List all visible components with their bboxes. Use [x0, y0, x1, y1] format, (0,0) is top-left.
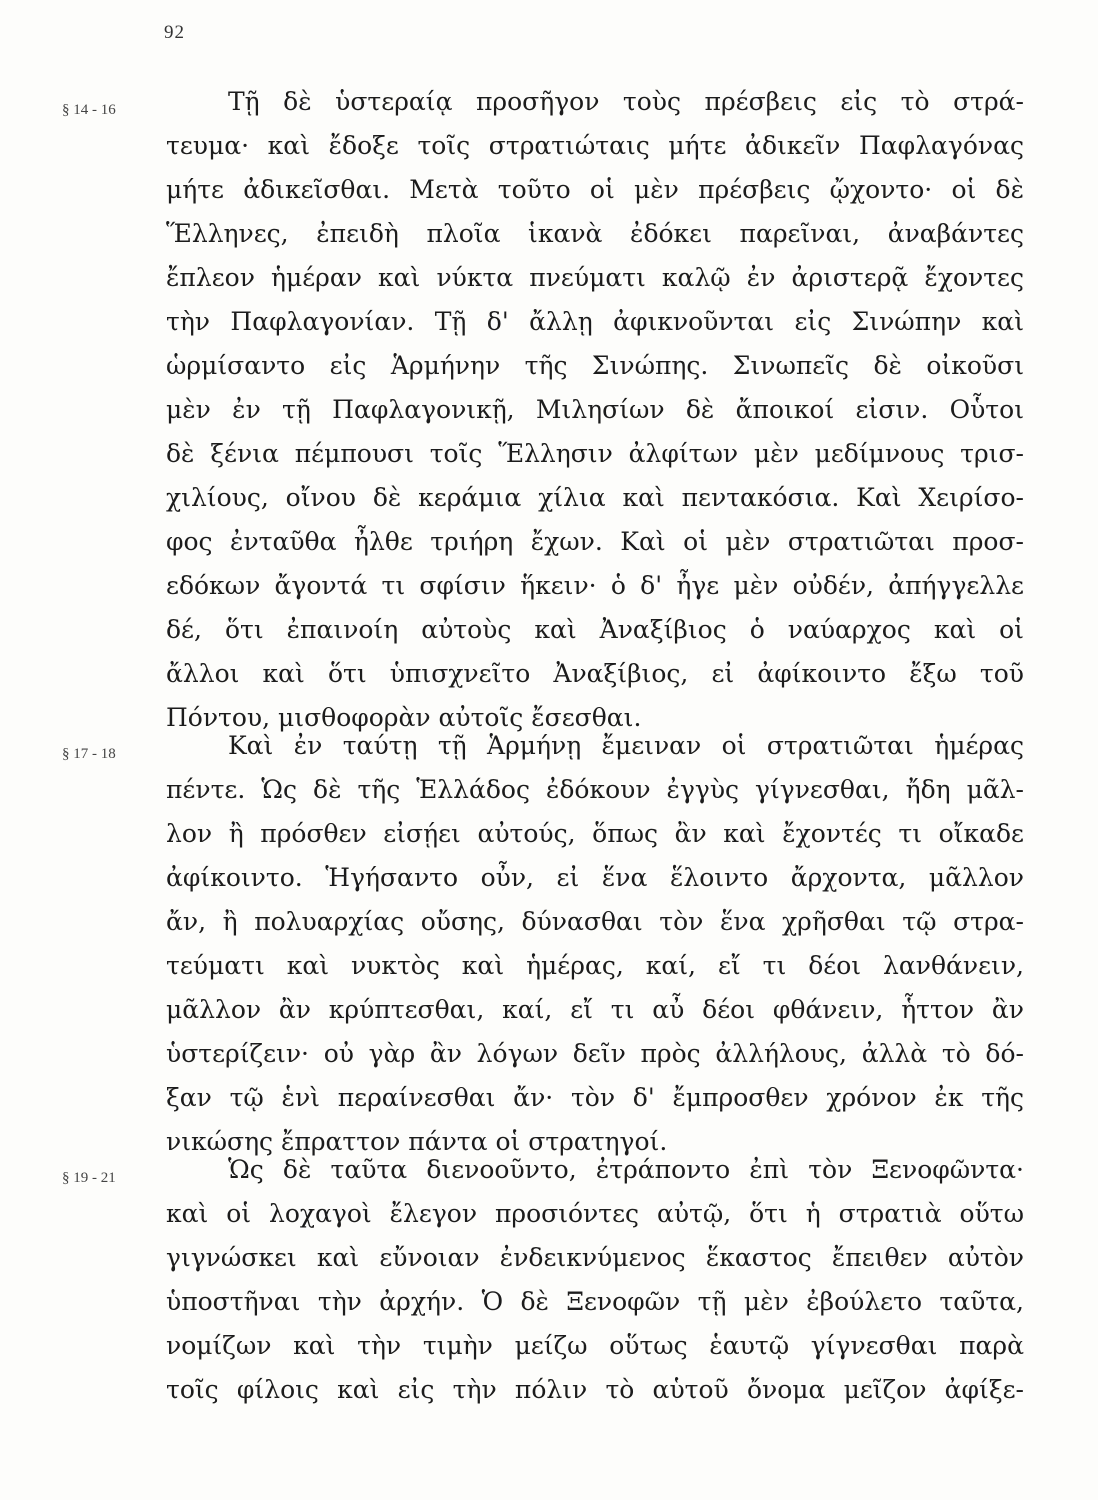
- text-line: γιγνώσκει καὶ εὔνοιαν ἐνδεικνύμενος ἕκαστος ἔπειθεν αὐτὸν: [166, 1243, 1024, 1272]
- text-line: χιλίους, οἴνου δὲ κεράμια χίλια καὶ πεντακόσια. Καὶ Χειρίσο-: [166, 483, 1024, 512]
- page-number: 92: [164, 22, 185, 43]
- text-line: τοῖς φίλοις καὶ εἰς τὴν πόλιν τὸ αὑτοῦ ὄνομα μεῖζον ἀφίξε-: [166, 1375, 1024, 1404]
- text-line: καὶ οἱ λοχαγοὶ ἔλεγον προσιόντες αὐτῷ, ὅτι ἡ στρατιὰ οὕτω: [166, 1199, 1024, 1228]
- text-line: ὑποστῆναι τὴν ἀρχήν. Ὁ δὲ Ξενοφῶν τῇ μὲν ἐβούλετο ταῦτα,: [166, 1287, 1024, 1316]
- text-line: μᾶλλον ἂν κρύπτεσθαι, καί, εἴ τι αὖ δέοι φθάνειν, ἧττον ἂν: [166, 995, 1024, 1024]
- text-line: ἔπλεον ἡμέραν καὶ νύκτα πνεύματι καλῷ ἐν ἀριστερᾷ ἔχοντες: [166, 263, 1024, 292]
- text-line: ἄλλοι καὶ ὅτι ὑπισχνεῖτο Ἀναξίβιος, εἰ ἀφίκοιντο ἔξω τοῦ: [166, 659, 1024, 688]
- text-line: ὑστερίζειν· οὐ γὰρ ἂν λόγων δεῖν πρὸς ἀλλήλους, ἀλλὰ τὸ δό-: [166, 1039, 1024, 1068]
- text-line: ἄν, ἢ πολυαρχίας οὔσης, δύνασθαι τὸν ἕνα χρῆσθαι τῷ στρα-: [166, 907, 1024, 936]
- text-line: πέντε. Ὡς δὲ τῆς Ἑλλάδος ἐδόκουν ἐγγὺς γίγνεσθαι, ἤδη μᾶλ-: [166, 775, 1024, 804]
- text-line: φος ἐνταῦθα ἦλθε τριήρη ἔχων. Καὶ οἱ μὲν στρατιῶται προσ-: [166, 527, 1024, 556]
- text-line: τευμα· καὶ ἔδοξε τοῖς στρατιώταις μήτε ἀδικεῖν Παφλαγόνας: [166, 131, 1024, 160]
- section-marker: § 19 - 21: [62, 1170, 116, 1186]
- text-line: δέ, ὅτι ἐπαινοίη αὐτοὺς καὶ Ἀναξίβιος ὁ ναύαρχος καὶ οἱ: [166, 615, 1024, 644]
- text-line: λον ἢ πρόσθεν εἰσῄει αὐτούς, ὅπως ἂν καὶ ἔχοντές τι οἴκαδε: [166, 819, 1024, 848]
- text-line: μὲν ἐν τῇ Παφλαγονικῇ, Μιλησίων δὲ ἄποικοί εἰσιν. Οὗτοι: [166, 395, 1024, 424]
- text-line: τεύματι καὶ νυκτὸς καὶ ἡμέρας, καί, εἴ τι δέοι λανθάνειν,: [166, 951, 1024, 980]
- text-line: μήτε ἀδικεῖσθαι. Μετὰ τοῦτο οἱ μὲν πρέσβεις ᾤχοντο· οἱ δὲ: [166, 175, 1024, 204]
- text-line: δὲ ξένια πέμπουσι τοῖς Ἕλλησιν ἀλφίτων μὲν μεδίμνους τρισ-: [166, 439, 1024, 468]
- text-line: νικώσης ἔπραττον πάντα οἱ στρατηγοί.: [166, 1127, 668, 1156]
- text-line: ξαν τῷ ἑνὶ περαίνεσθαι ἄν· τὸν δ' ἔμπροσθεν χρόνον ἐκ τῆς: [166, 1083, 1024, 1112]
- text-line: Καὶ ἐν ταύτῃ τῇ Ἁρμήνῃ ἔμειναν οἱ στρατιῶται ἡμέρας: [228, 731, 1024, 760]
- text-line: Τῇ δὲ ὑστεραίᾳ προσῆγον τοὺς πρέσβεις εἰς τὸ στρά-: [228, 87, 1024, 116]
- text-line: ὡρμίσαντο εἰς Ἁρμήνην τῆς Σινώπης. Σινωπεῖς δὲ οἰκοῦσι: [166, 351, 1024, 380]
- text-line: ἀφίκοιντο. Ἡγήσαντο οὖν, εἰ ἕνα ἕλοιντο ἄρχοντα, μᾶλλον: [166, 863, 1024, 892]
- section-marker: § 17 - 18: [62, 746, 116, 762]
- text-line: τὴν Παφλαγονίαν. Τῇ δ' ἄλλῃ ἀφικνοῦνται εἰς Σινώπην καὶ: [166, 307, 1024, 336]
- text-line: Πόντου, μισθοφορὰν αὐτοῖς ἔσεσθαι.: [166, 703, 642, 732]
- text-line: νομίζων καὶ τὴν τιμὴν μείζω οὕτως ἑαυτῷ γίγνεσθαι παρὰ: [166, 1331, 1024, 1360]
- text-line: εδόκων ἄγοντά τι σφίσιν ἥκειν· ὁ δ' ἦγε μὲν οὐδέν, ἀπήγγελλε: [166, 571, 1024, 600]
- text-line: Ἕλληνες, ἐπειδὴ πλοῖα ἱκανὰ ἐδόκει παρεῖναι, ἀναβάντες: [166, 219, 1024, 248]
- section-marker: § 14 - 16: [62, 102, 116, 118]
- text-line: Ὡς δὲ ταῦτα διενοοῦντο, ἐτράποντο ἐπὶ τὸν Ξενοφῶντα·: [228, 1155, 1024, 1184]
